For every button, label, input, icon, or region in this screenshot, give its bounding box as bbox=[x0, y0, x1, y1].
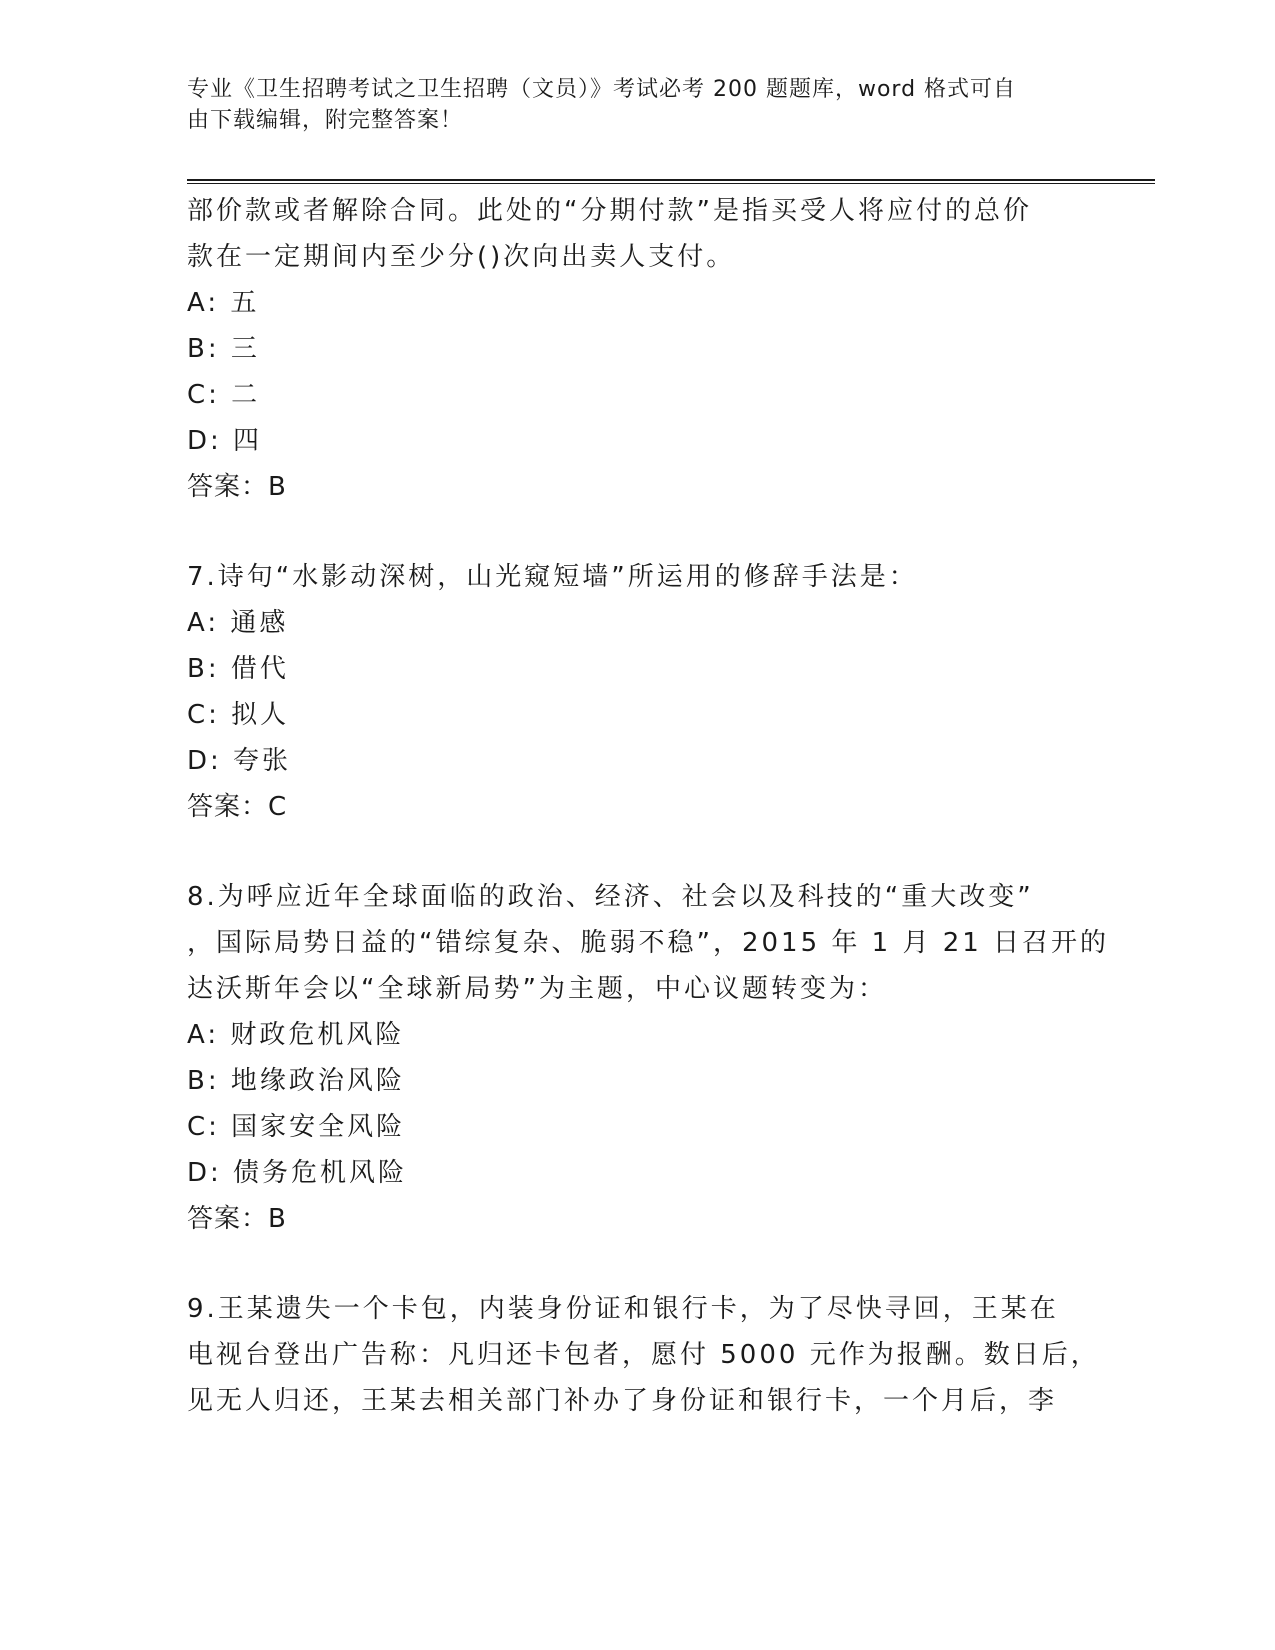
question-text-line: 见无人归还，王某去相关部门补办了身份证和银行卡，一个月后，李 bbox=[187, 1386, 1058, 1416]
option-d: D: 债务危机风险 bbox=[187, 1158, 408, 1188]
question-text-line: ，国际局势日益的“错综复杂、脆弱不稳”，2015 年 1 月 21 日召开的 bbox=[187, 928, 1110, 958]
option-d: D: 夸张 bbox=[187, 746, 292, 776]
spacer bbox=[187, 1242, 1087, 1286]
header-line-1: 专业《卫生招聘考试之卫生招聘（文员）》考试必考 200 题题库，word 格式可自 bbox=[187, 77, 1017, 102]
answer: 答案：C bbox=[187, 792, 288, 822]
option-a: A: 财政危机风险 bbox=[187, 1020, 405, 1050]
header-divider-thick bbox=[187, 179, 1155, 181]
document-header bbox=[187, 74, 1067, 136]
header-line-2: 由下载编辑，附完整答案！ bbox=[187, 108, 464, 133]
option-a: A: 通感 bbox=[187, 608, 289, 638]
question-6 bbox=[187, 188, 1087, 510]
option-b: B: 三 bbox=[187, 334, 260, 364]
option-a: A: 五 bbox=[187, 288, 260, 318]
question-text-line: 7.诗句“水影动深树，山光窥短墙”所运用的修辞手法是： bbox=[187, 562, 918, 592]
answer: 答案：B bbox=[187, 472, 287, 502]
question-text-line: 9.王某遗失一个卡包，内装身份证和银行卡，为了尽快寻回，王某在 bbox=[187, 1294, 1059, 1324]
question-text-line: 电视台登出广告称：凡归还卡包者，愿付 5000 元作为报酬。数日后， bbox=[187, 1340, 1100, 1370]
spacer bbox=[187, 510, 1087, 554]
question-9 bbox=[187, 1286, 1100, 1424]
question-text-line: 部价款或者解除合同。此处的“分期付款”是指买受人将应付的总价 bbox=[187, 196, 1032, 226]
answer: 答案：B bbox=[187, 1204, 287, 1234]
question-list bbox=[187, 188, 1110, 1424]
question-text-line: 达沃斯年会以“全球新局势”为主题，中心议题转变为： bbox=[187, 974, 887, 1004]
option-d: D: 四 bbox=[187, 426, 263, 456]
spacer bbox=[187, 830, 1087, 874]
header-divider-thin bbox=[187, 183, 1155, 184]
question-8 bbox=[187, 874, 1110, 1242]
option-b: B: 地缘政治风险 bbox=[187, 1066, 405, 1096]
option-c: C: 国家安全风险 bbox=[187, 1112, 406, 1142]
question-text-line: 款在一定期间内至少分()次向出卖人支付。 bbox=[187, 242, 736, 272]
question-7 bbox=[187, 554, 1087, 830]
option-b: B: 借代 bbox=[187, 654, 289, 684]
option-c: C: 拟人 bbox=[187, 700, 290, 730]
option-c: C: 二 bbox=[187, 380, 261, 410]
question-text-line: 8.为呼应近年全球面临的政治、经济、社会以及科技的“重大改变” bbox=[187, 882, 1034, 912]
